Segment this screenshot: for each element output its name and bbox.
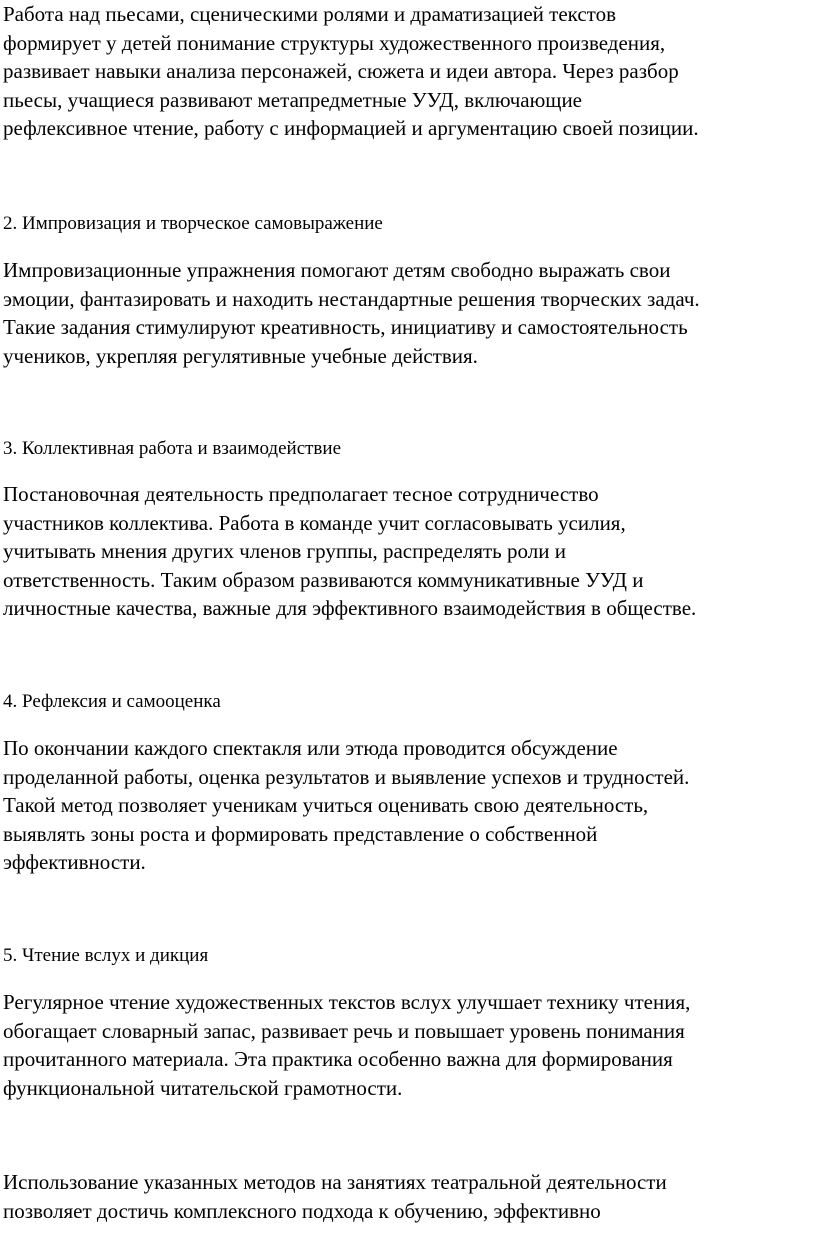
intro-paragraph [3, 0, 815, 143]
paragraph-line: проделанной работы, оценка результатов и выявление успехов и трудностей. [3, 764, 690, 789]
paragraph-line: личностные качества, важные для эффективного взаимодействия в обществе. [3, 596, 697, 620]
conclusion-paragraph [3, 1168, 815, 1225]
paragraph-line: прочитанного материала. Эта практика особенно важна для формирования [3, 1047, 673, 1071]
paragraph-line: учитывать мнения других членов группы, распределять роли и [3, 539, 566, 563]
paragraph-line: позволяет достичь комплексного подхода к обучению, эффективно [3, 1198, 601, 1223]
paragraph-line: функциональной читательской грамотности. [3, 1075, 403, 1100]
paragraph-line: Использование указанных методов на занятиях театральной деятельности [3, 1170, 667, 1194]
paragraph-line: эмоции, фантазировать и находить нестандартные решения творческих задач. [3, 286, 700, 311]
paragraph-line: Импровизационные упражнения помогают детям свободно выражать свои [3, 258, 671, 282]
section-paragraph-reflection [3, 734, 815, 877]
paragraph-line: ответственность. Таким образом развиваются коммуникативные УУД и [3, 567, 644, 592]
section-heading-collective-work: 3. Коллективная работа и взаимодействие [3, 438, 342, 459]
paragraph-line: выявлять зоны роста и формировать представление о собственной [3, 821, 598, 846]
section-paragraph-improvisation [3, 256, 815, 370]
paragraph-line: Такие задания стимулируют креативность, инициативу и самостоятельность [3, 315, 688, 339]
section-paragraph-collective-work [3, 480, 815, 623]
section-heading-improvisation: 2. Импровизация и творческое самовыражение [3, 213, 383, 234]
paragraph-line: обогащает словарный запас, развивает речь и повышает уровень понимания [3, 1018, 685, 1043]
paragraph-line: По окончании каждого спектакля или этюда проводится обсуждение [3, 736, 618, 760]
paragraph-line: формирует у детей понимание структуры художественного произведения, [3, 30, 666, 55]
paragraph-line: Регулярное чтение художественных текстов вслух улучшает технику чтения, [3, 990, 691, 1014]
paragraph-line: развивает навыки анализа персонажей, сюжета и идеи автора. Через разбор [3, 59, 679, 83]
paragraph-line: рефлексивное чтение, работу с информацией и аргументацию своей позиции. [3, 116, 699, 140]
paragraph-line: Постановочная деятельность предполагает тесное сотрудничество [3, 482, 599, 506]
paragraph-line: участников коллектива. Работа в команде учит согласовывать усилия, [3, 510, 626, 535]
paragraph-line: Работа над пьесами, сценическими ролями и драматизацией текстов [3, 2, 616, 26]
section-heading-reading-aloud: 5. Чтение вслух и дикция [3, 945, 209, 966]
paragraph-line: эффективности. [3, 850, 146, 874]
section-paragraph-reading-aloud [3, 988, 815, 1102]
paragraph-line: пьесы, учащиеся развивают метапредметные УУД, включающие [3, 87, 583, 112]
paragraph-line: учеников, укрепляя регулятивные учебные действия. [3, 343, 478, 368]
paragraph-line: Такой метод позволяет ученикам учиться оценивать свою деятельность, [3, 793, 649, 817]
section-heading-reflection: 4. Рефлексия и самооценка [3, 691, 221, 712]
